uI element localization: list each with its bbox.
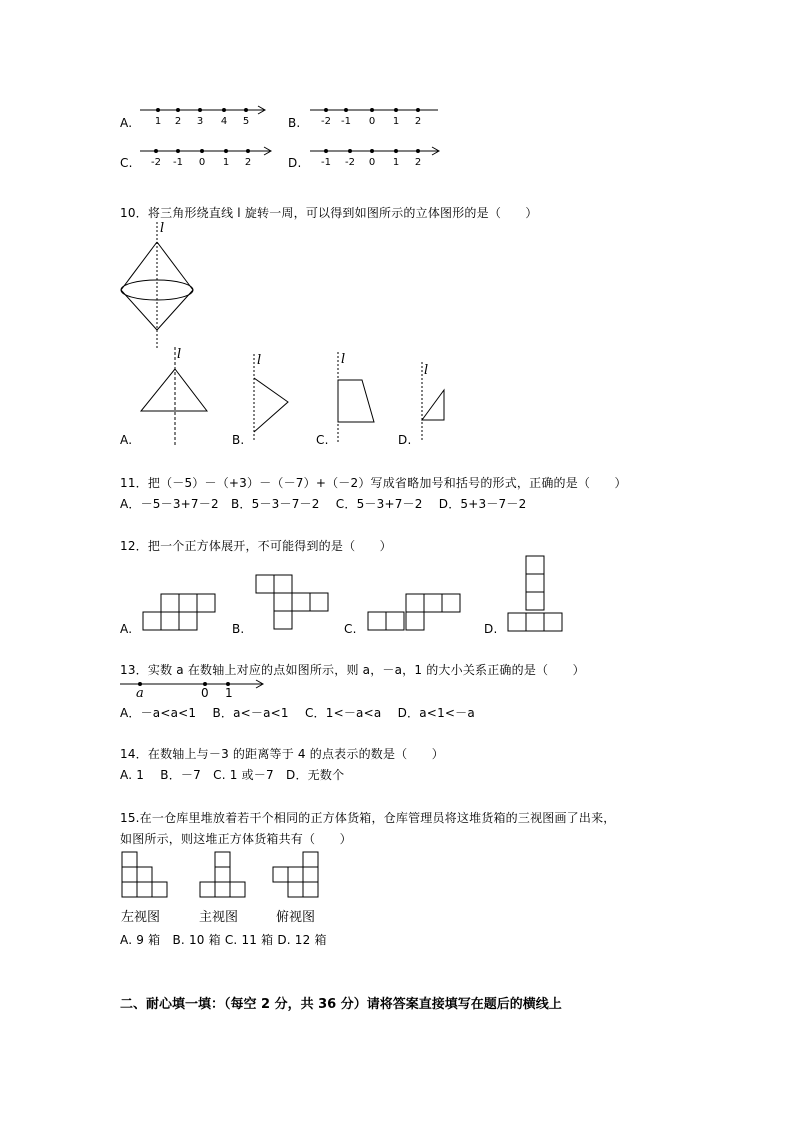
q10-option-c-label: C. — [316, 433, 329, 447]
svg-text:l: l — [257, 353, 262, 368]
number-line-point — [176, 108, 180, 112]
q10-option-b-label: B. — [232, 433, 245, 447]
number-line-tick-label: 0 — [198, 157, 206, 168]
number-line-point — [394, 149, 398, 153]
q15-options: A. 9 箱 B. 10 箱 C. 11 箱 D. 12 箱 — [120, 933, 327, 947]
q10-option-c-figure — [332, 350, 392, 445]
q12-option-c-net — [368, 593, 468, 633]
q9-number-line-c — [140, 141, 280, 171]
q15-top-view — [273, 852, 333, 907]
q11-question-text: 11．把（－5）－（+3）－（－7）+（－2）写成省略加号和括号的形式，正确的是（ ） — [120, 476, 627, 490]
number-line-point — [324, 108, 328, 112]
number-line-point — [370, 149, 374, 153]
q15-question-text-line2: 如图所示，则这堆正方体货箱共有（ ） — [120, 832, 352, 846]
q9-option-a-label: A. — [120, 116, 133, 130]
q10-axis-label-top: l — [160, 221, 165, 236]
q10-option-a-label: A. — [120, 433, 133, 447]
number-line-point — [348, 149, 352, 153]
section-2-heading: 二、耐心填一填：（每空 2 分，共 36 分）请将答案直接填写在题后的横线上 — [120, 997, 562, 1012]
q9-option-b-label: B. — [288, 116, 301, 130]
q15-front-view-caption: 主视图 — [199, 910, 239, 925]
number-line-point — [244, 108, 248, 112]
number-line-point — [156, 108, 160, 112]
number-line-point — [224, 149, 228, 153]
q13-point-a-label: a — [136, 686, 144, 701]
q12-option-d-net — [508, 556, 578, 636]
q10-option-a-figure — [135, 345, 215, 445]
number-line-tick-label: 1 — [222, 157, 230, 168]
q9-option-d-label: D. — [288, 156, 302, 170]
svg-text:l: l — [341, 352, 346, 367]
number-line-tick-label: 2 — [414, 116, 422, 127]
number-line-point — [416, 149, 420, 153]
q14-options: A. 1 B．－7 C. 1 或－7 D．无数个 — [120, 768, 345, 782]
q9-number-line-b — [310, 100, 445, 130]
q12-option-c-label: C. — [344, 622, 357, 636]
number-line-point — [416, 108, 420, 112]
number-line-tick-label: 2 — [174, 116, 182, 127]
number-line-point — [222, 108, 226, 112]
q9-option-c-label: C. — [120, 156, 133, 170]
q13-question-text: 13．实数 a 在数轴上对应的点如图所示，则 a，－a，1 的大小关系正确的是（ ） — [120, 663, 585, 677]
number-line-point — [154, 149, 158, 153]
number-line-tick-label: 1 — [392, 157, 400, 168]
number-line-point — [344, 108, 348, 112]
q15-top-view-caption: 俯视图 — [276, 910, 316, 925]
q9-number-line-d — [310, 141, 450, 171]
svg-text:l: l — [424, 363, 429, 378]
number-line-point — [198, 108, 202, 112]
q11-options: A．－5－3+7－2 B．5－3－7－2 C．5－3+7－2 D．5+3－7－2 — [120, 497, 527, 511]
number-line-point — [324, 149, 328, 153]
number-line-tick-label: -1 — [173, 157, 183, 168]
q13-number-line — [120, 676, 270, 701]
number-line-tick-label: -2 — [345, 157, 355, 168]
q10-option-d-label: D. — [398, 433, 412, 447]
q13-point-one-label: 1 — [225, 686, 233, 700]
q12-option-a-net — [143, 593, 223, 633]
number-line-point — [394, 108, 398, 112]
number-line-tick-label: 4 — [220, 116, 228, 127]
q15-front-view — [200, 852, 260, 907]
q12-option-b-net — [256, 575, 336, 635]
number-line-tick-label: -1 — [321, 157, 331, 168]
number-line-tick-label: -1 — [341, 116, 351, 127]
number-line-tick-label: -2 — [321, 116, 331, 127]
number-line-tick-label: 1 — [392, 116, 400, 127]
q12-option-a-label: A. — [120, 622, 133, 636]
number-line-tick-label: 0 — [368, 157, 376, 168]
number-line-point — [246, 149, 250, 153]
q15-left-view-caption: 左视图 — [121, 910, 161, 925]
number-line-tick-label: 5 — [242, 116, 250, 127]
q9-number-line-a — [140, 100, 270, 130]
q12-option-d-label: D. — [484, 622, 498, 636]
q10-option-d-figure — [416, 360, 466, 445]
q10-option-b-figure — [248, 352, 308, 442]
number-line-tick-label: -2 — [151, 157, 161, 168]
number-line-point — [176, 149, 180, 153]
q12-option-b-label: B. — [232, 622, 245, 636]
number-line-tick-label: 1 — [154, 116, 162, 127]
q13-point-zero-label: 0 — [201, 686, 209, 700]
q15-left-view — [122, 852, 182, 907]
q10-question-text: 10．将三角形绕直线 l 旋转一周，可以得到如图所示的立体图形的是（ ） — [120, 206, 538, 220]
q10-double-cone-figure — [115, 222, 205, 352]
q12-question-text: 12．把一个正方体展开，不可能得到的是（ ） — [120, 539, 392, 553]
svg-text:l: l — [177, 347, 182, 362]
number-line-tick-label: 0 — [368, 116, 376, 127]
number-line-point — [200, 149, 204, 153]
q13-options: A．－a<a<1 B．a<－a<1 C．1<－a<a D．a<1<－a — [120, 706, 475, 720]
number-line-tick-label: 2 — [414, 157, 422, 168]
q15-question-text-line1: 15.在一仓库里堆放着若干个相同的正方体货箱，仓库管理员将这堆货箱的三视图画了出来， — [120, 811, 616, 825]
q14-question-text: 14．在数轴上与－3 的距离等于 4 的点表示的数是（ ） — [120, 747, 444, 761]
number-line-tick-label: 3 — [196, 116, 204, 127]
number-line-point — [370, 108, 374, 112]
number-line-tick-label: 2 — [244, 157, 252, 168]
